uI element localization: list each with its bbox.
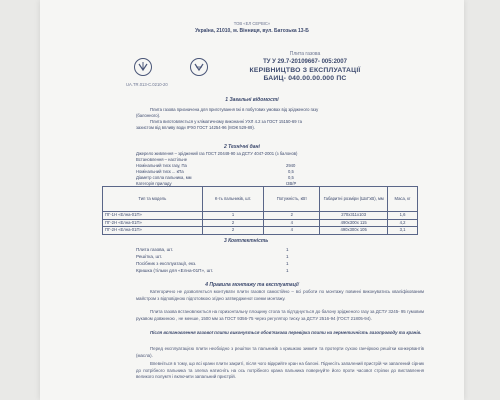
install-heading: 4 Правила монтажу та експлуатації bbox=[205, 282, 299, 288]
tech-row-label: Категорія приладу bbox=[136, 181, 172, 186]
general-line-4: захистом від впливу води IPX0 ГОСТ 14254-96 (МЭК 529-89). bbox=[136, 125, 255, 130]
install-warning: Після встановлення газової плити виконується обов'язкова перевірка плити на герметичність газопроводу та кранів. bbox=[150, 330, 422, 335]
product-name: Плита газова bbox=[289, 51, 321, 57]
cert-code: UA.TR.013-С.0210-20 bbox=[126, 82, 168, 87]
instruction-sheet bbox=[40, 0, 464, 400]
general-line-1: Плита газова призначена для приготування їжі в побутових умовах від зрідженого газу bbox=[150, 107, 319, 112]
tech-row-label: Встановлення – настільне bbox=[136, 157, 188, 162]
tech-row-label: Діаметр сопла пальника, мм bbox=[136, 175, 192, 180]
spec-col-dimensions: Габаритні розміри (ШхГхВ), мм bbox=[320, 187, 388, 212]
list-item bbox=[136, 247, 289, 252]
spec-col-power: Потужність, кВт bbox=[264, 187, 320, 212]
table-row bbox=[103, 212, 418, 220]
list-item bbox=[136, 268, 289, 273]
tech-row-value: I3B/P bbox=[286, 181, 297, 186]
table-cell: 270х311х103 bbox=[320, 212, 388, 220]
tech-row-label: Номінальний тиск газу, Па bbox=[136, 163, 187, 168]
tu-code: ТУ У 29.7-20109667- 005:2007 bbox=[263, 59, 347, 65]
kit-heading: 3 Комплектність bbox=[224, 238, 269, 244]
table-cell: 4 bbox=[264, 219, 320, 227]
table-cell: 2 bbox=[202, 219, 264, 227]
table-cell: 490х300х 105 bbox=[320, 227, 388, 235]
spec-col-model: Тип та модель bbox=[103, 187, 203, 212]
doc-code: БАИЦ- 040.00.00.000 ПС bbox=[263, 75, 347, 82]
tech-heading: 2 Технічні дані bbox=[224, 144, 260, 150]
doc-title: КЕРІВНИЦТВО З ЕКСПЛУАТАЦІЇ bbox=[249, 67, 361, 74]
table-cell: ПГ-1Н «Елна-01П» bbox=[103, 212, 203, 220]
kit-item-qty: 1 bbox=[286, 247, 289, 252]
table-cell: 1 bbox=[202, 212, 264, 220]
tech-row-value: 0,5 bbox=[288, 169, 294, 174]
install-paragraph-1: Категорично не дозволяється монтувати плити газової самостійно – всі роботи по монтажу повинні виконуватись кваліфікованим майстром з відповідною підготовкою згідно затвердженої схеми монтажу. bbox=[136, 289, 424, 301]
table-cell: ПГ-2Н «Елна-01П» bbox=[103, 219, 203, 227]
kit-item-label: Посібник з експлуатації, екз. bbox=[136, 261, 197, 266]
install-paragraph-3: Перед експлуатацією плити необхідно з решітки та пальників з кришкою зимити та протерти сухою ганчіркою решітки конкервантів (масла). bbox=[136, 346, 424, 358]
table-cell: 4 bbox=[264, 227, 320, 235]
tech-row-label: Номінальний тиск ... кПа bbox=[136, 169, 184, 174]
install-paragraph-4: Впевніться в тому, що всі крани плити закриті, після чого відкрийте кран на балоні. Піднесіть запалений пристрій чи запалений сірник до потрібного пальника та злегка натисніть на ось потрібного крана пальника повернуйте його проти часової стрілки до виставлення великого полум'я і включити запальний пристрій. bbox=[136, 361, 424, 380]
org-line: ТОВ «ЕЛ СЕРВІС» bbox=[233, 21, 271, 26]
quality-mark-icon bbox=[134, 58, 152, 76]
kit-item-qty: 1 bbox=[286, 254, 289, 259]
spec-col-burners: К-ть пальників, шт. bbox=[202, 187, 264, 212]
address-line: Україна, 21010, м. Вінниця, вул. Батозька 13-Б bbox=[195, 28, 309, 34]
general-heading: 1 Загальні відомості bbox=[225, 97, 279, 103]
tech-row-value: 2940 bbox=[286, 163, 296, 168]
table-cell: 4,2 bbox=[388, 219, 418, 227]
kit-item-label: Кришка (тільки для «Елна-01П», шт. bbox=[136, 268, 214, 273]
list-item bbox=[136, 261, 289, 266]
table-cell: 2 bbox=[264, 212, 320, 220]
kit-item-label: Плита газова, шт. bbox=[136, 247, 174, 252]
spec-col-mass: Маса, кг bbox=[388, 187, 418, 212]
table-row bbox=[103, 227, 418, 235]
table-cell: 1,6 bbox=[388, 212, 418, 220]
list-item bbox=[136, 254, 289, 259]
kit-item-qty: 1 bbox=[286, 268, 289, 273]
general-line-2: (балонного). bbox=[136, 113, 161, 118]
install-paragraph-2: Плита газова встановлюється на горизонтальну площину стола та під'єднується до балону зрідженого газу за ДСТУ 3245- 95 гумовим рукавом довжиною , не менше, 1500 мм за ГОСТ 9356-75 через регулятор тиску за ДСТУ 2516-94 (ГОСТ 21805-94). bbox=[136, 309, 424, 321]
table-cell: 3,1 bbox=[388, 227, 418, 235]
tech-row-value: 0,5 bbox=[288, 175, 294, 180]
spec-table bbox=[102, 186, 418, 235]
kit-item-label: Решітка, шт. bbox=[136, 254, 163, 259]
table-cell: 2 bbox=[202, 227, 264, 235]
table-row bbox=[103, 219, 418, 227]
spec-table-header bbox=[103, 187, 418, 212]
table-cell: ПГ-2Н «Елна-01П» bbox=[103, 227, 203, 235]
table-cell: 490х300х 115 bbox=[320, 219, 388, 227]
kit-item-qty: 1 bbox=[286, 261, 289, 266]
general-line-3: Плита виготовляється у кліматичному виконанні УХЛ 4.2 за ГОСТ 15150-69 та bbox=[150, 119, 302, 124]
tech-gas-line: Джерело живлення – зріджений газ ГОСТ 20448-90 за ДСТУ 4047-2001 (з балонов) bbox=[136, 151, 298, 156]
